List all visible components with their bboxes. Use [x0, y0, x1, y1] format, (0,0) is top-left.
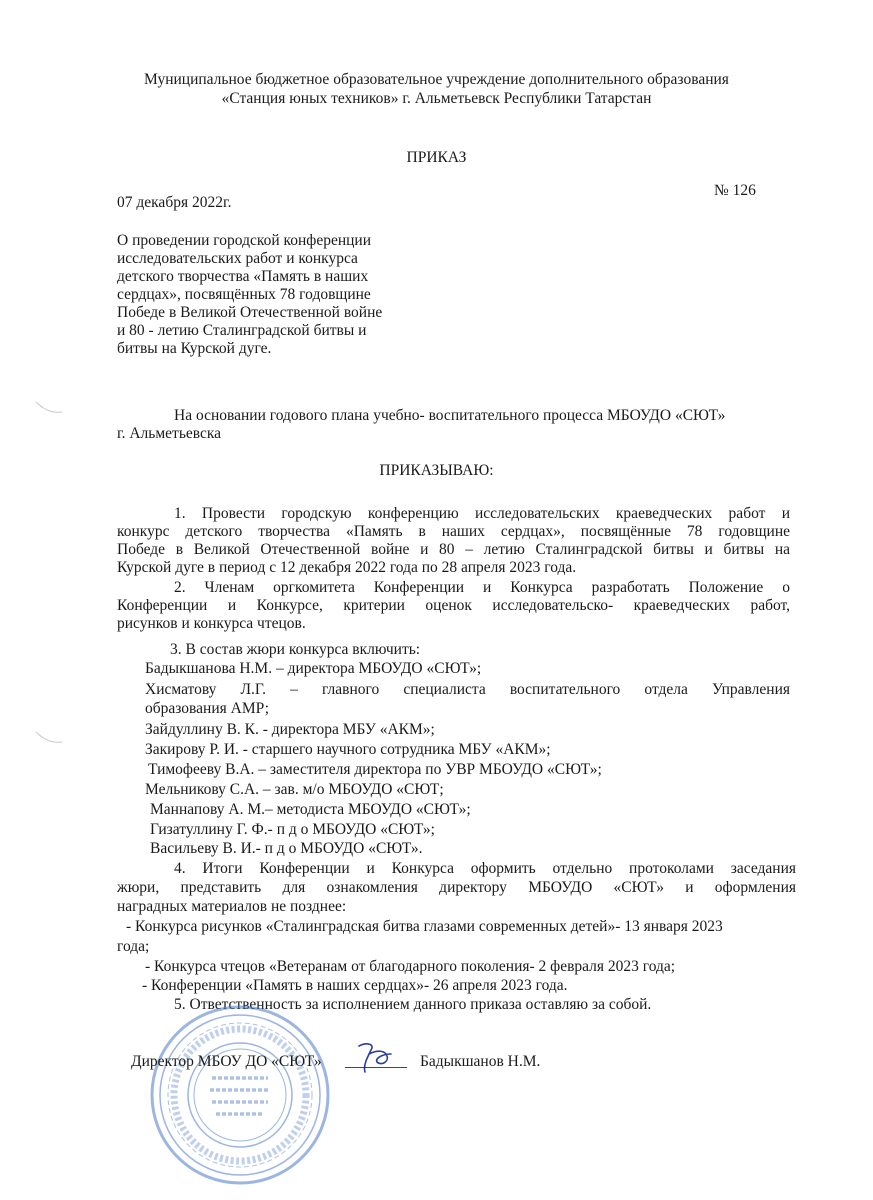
signature-position: Директор МБОУ ДО «СЮТ»: [131, 1053, 322, 1070]
item-4-line: жюри, представить для ознакомления директору МБОУДО «СЮТ» и оформления: [117, 879, 796, 896]
item-1-line: Курской дуге в период с 12 декабря 2022 года по 28 апреля 2023 года.: [117, 559, 577, 576]
header-line-2: «Станция юных техников» г. Альметьевск Республики Татарстан: [221, 90, 652, 107]
basis-line-2: г. Альметьевска: [117, 425, 222, 442]
subject-line: и 80 - летию Сталинградской битвы и: [117, 322, 367, 339]
jury-member: Закирову Р. И. - старшего научного сотрудника МБУ «АКМ»;: [145, 741, 551, 758]
jury-member: Хисматову Л.Г. – главного специалиста воспитательного отдела Управления: [145, 681, 790, 698]
jury-member: образования АМР;: [145, 700, 270, 717]
jury-member: Бадыкшанова Н.М. – директора МБОУДО «СЮТ»;: [145, 660, 482, 677]
jury-member: Зайдуллину В. К. - директора МБУ «АКМ»;: [145, 721, 435, 738]
item-2-line: Конференции и Конкурсе, критерии оценок исследовательско- краеведческих работ,: [117, 597, 790, 614]
item-1-line: конкурс детского творчества «Память в наших сердцах», посвящённые 78 годовщине: [117, 523, 790, 540]
subject-line: сердцах», посвящённых 78 годовщине: [117, 286, 371, 303]
order-date: 07 декабря 2022г.: [117, 194, 232, 211]
binder-hole-mark-icon: [34, 730, 64, 744]
jury-member: Тимофееву В.А. – заместителя директора по УВР МБОУДО «СЮТ»;: [148, 761, 602, 778]
jury-member: Васильеву В. И.- п д о МБОУДО «СЮТ».: [150, 840, 423, 857]
binder-hole-mark-icon: [34, 400, 64, 414]
basis-line-1: На основании годового плана учебно- воспитательного процесса МБОУДО «СЮТ»: [174, 407, 726, 424]
item-1-line: 1. Провести городскую конференцию исследовательских краеведческих работ и: [174, 505, 790, 522]
item-4-line: - Конференции «Память в наших сердцах»- 26 апреля 2023 года.: [142, 977, 568, 994]
jury-member: Маннапову А. М.– методиста МБОУДО «СЮТ»;: [150, 801, 471, 818]
jury-member: Гизатуллину Г. Ф.- п д о МБОУДО «СЮТ»;: [150, 821, 435, 838]
item-4-line: 4. Итоги Конференции и Конкурса оформить отдельно протоколами заседания: [174, 860, 796, 877]
jury-member: Мельникову С.А. – зав. м/о МБОУДО «СЮТ;: [145, 781, 444, 798]
item-2-line: рисунков и конкурса чтецов.: [117, 615, 306, 632]
item-1-line: Победе в Великой Отечественной войне и 80 – летию Сталинградской битвы и битвы на: [117, 541, 790, 558]
subject-line: исследовательских работ и конкурса: [117, 250, 358, 267]
header-line-1: Муниципальное бюджетное образовательное учреждение дополнительного образования: [144, 71, 729, 88]
signature-name: Бадыкшанов Н.М.: [420, 1053, 541, 1070]
organization-seal-icon: [140, 1000, 340, 1190]
item-4-line: - Конкурса чтецов «Ветеранам от благодарного поколения- 2 февраля 2023 года;: [145, 958, 676, 975]
subject-line: Победе в Великой Отечественной войне: [117, 304, 383, 321]
subject-line: битвы на Курской дуге.: [117, 340, 272, 357]
item-5-line: 5. Ответственность за исполнением данного приказа оставляю за собой.: [174, 996, 652, 1013]
order-word: ПРИКАЗЫВАЮ:: [379, 462, 494, 479]
item-4-line: - Конкурса рисунков «Сталинградская битва глазами современных детей»- 13 января 2023: [126, 918, 723, 935]
signature-blank: ________: [345, 1053, 407, 1070]
item-3-intro: 3. В состав жюри конкурса включить:: [170, 641, 421, 658]
subject-line: детского творчества «Память в наших: [117, 268, 369, 285]
item-4-line: наградных материалов не позднее:: [117, 898, 347, 915]
doc-type-title: ПРИКАЗ: [406, 149, 467, 166]
order-number: № 126: [714, 182, 756, 199]
item-2-line: 2. Членам оргкомитета Конференции и Конкурса разработать Положение о: [174, 579, 790, 596]
item-4-line: года;: [117, 938, 150, 955]
subject-line: О проведении городской конференции: [117, 232, 372, 249]
